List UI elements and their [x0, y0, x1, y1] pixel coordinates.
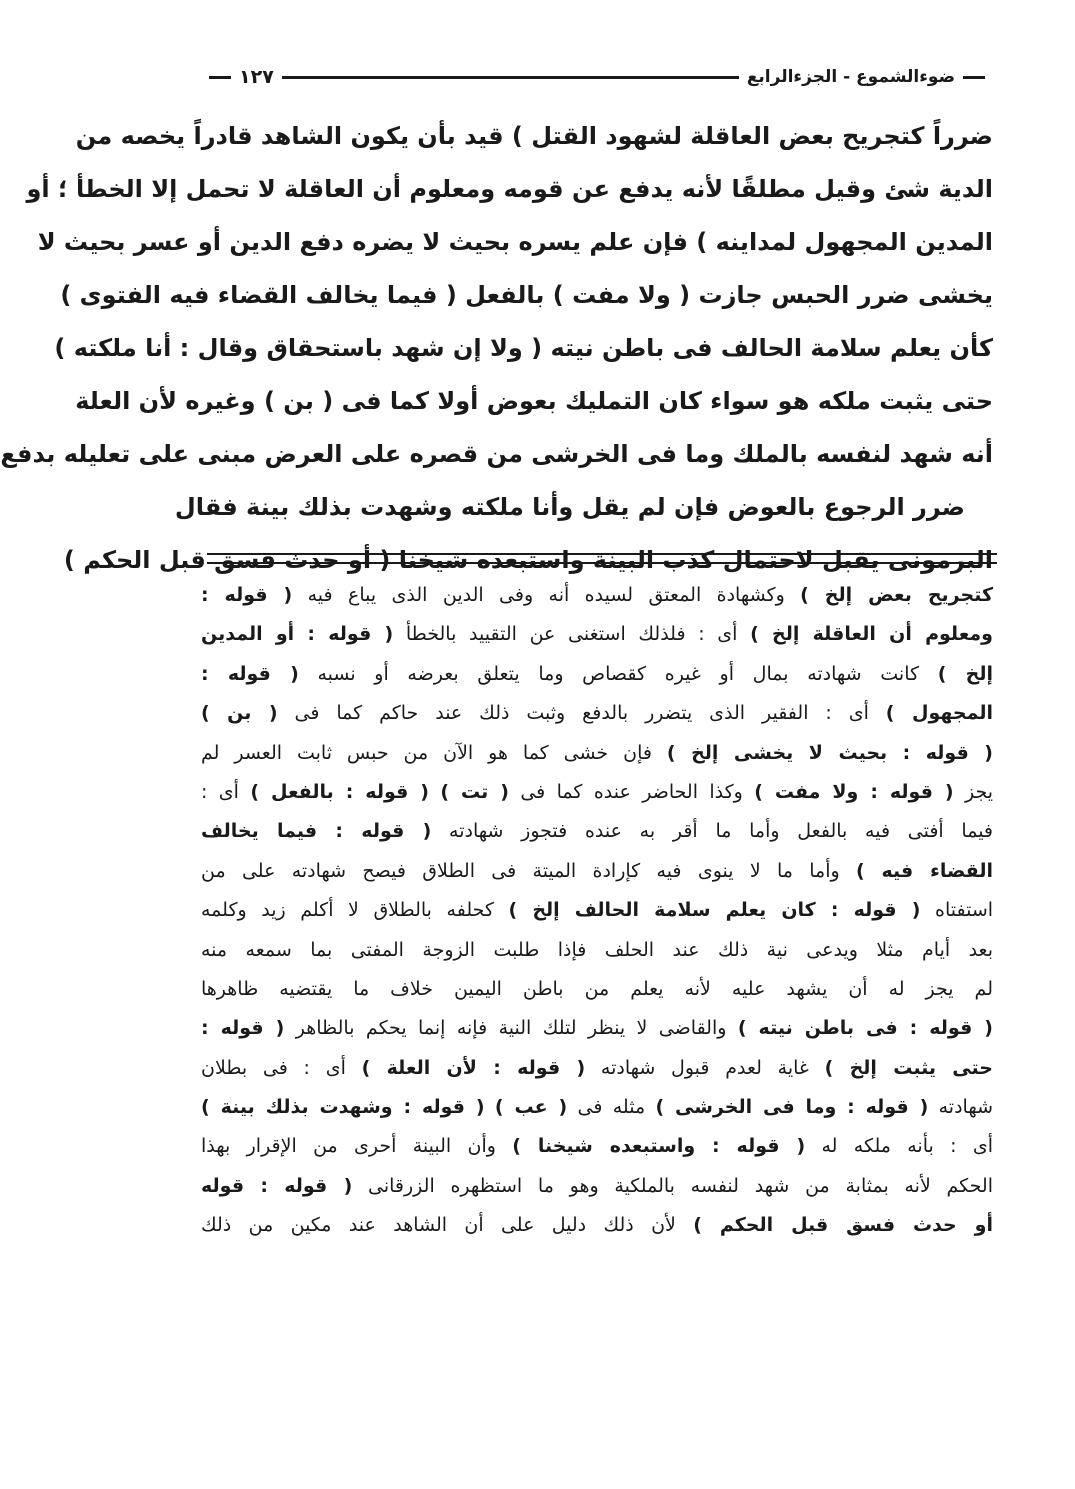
commentary-line — [201, 734, 993, 773]
commentary-lemma: ( قوله : فى باطن نيته ) — [737, 1017, 993, 1040]
commentary-text: بعد أيام مثلا ويدعى نية ذلك عند الحلف فإذا طلبت الزوجة المفتى بما سمعه منه — [201, 938, 993, 961]
main-text-line: ضرراً كتجريح بعض العاقلة لشهود القتل ) قيد بأن يكون الشاهد قادراً يخصه من — [75, 122, 993, 150]
commentary-line — [201, 1167, 993, 1206]
commentary-line — [201, 1009, 993, 1048]
commentary-lemma: كتجريح بعض إلخ ) — [800, 584, 993, 606]
commentary-lemma: المجهول ) — [885, 702, 993, 725]
commentary-text: الحكم لأنه بمثابة من شهد لنفسه بالملكية وهو ما استظهره الزرقانى — [352, 1174, 994, 1197]
commentary-lemma: ( قوله : — [201, 662, 299, 685]
commentary-text: مثله فى — [567, 1096, 656, 1119]
commentary-line — [201, 1088, 993, 1127]
commentary-text: أى : فى بطلان — [201, 1056, 362, 1079]
commentary-lemma: ( قوله : لأن العلة ) — [361, 1056, 586, 1079]
commentary-line — [201, 891, 993, 930]
commentary-line — [201, 773, 993, 812]
commentary-text: لأن ذلك دليل على أن الشاهد عند مكين من ذلك — [201, 1214, 694, 1237]
page-number: ١٢٧ — [239, 66, 274, 88]
commentary-lemma: ( قوله : وما فى الخرشى ) — [655, 1096, 929, 1119]
commentary-lemma: ( قوله : أو المدين — [201, 623, 394, 646]
commentary-lemma: ( عب ) — [494, 1096, 568, 1119]
header-dash-right — [963, 76, 985, 79]
main-text-block — [0, 110, 993, 587]
commentary-line — [201, 615, 993, 654]
commentary-lemma: ( قوله : فيما يخالف — [201, 820, 432, 843]
commentary-text: استفتاه — [920, 899, 994, 922]
commentary-lemma: حتى يثبت إلخ ) — [824, 1056, 993, 1079]
double-rule-separator — [207, 553, 997, 564]
commentary-text: وأن البينة أحرى من الإقرار بهذا — [201, 1135, 513, 1158]
commentary-lemma: ( قوله : كان يعلم سلامة الحالف إلخ ) — [508, 899, 921, 922]
main-text-line: حتى يثبت ملكه هو سواء كان التمليك بعوض أولا كما فى ( بن ) وغيره لأن العلة — [75, 387, 993, 415]
commentary-text: أى : الفقير الذى يتضرر بالدفع وثبت ذلك عند حاكم كما فى — [277, 702, 886, 725]
commentary-text: أى : بأنه ملكه له — [805, 1135, 993, 1158]
commentary-line — [201, 694, 993, 733]
commentary-line — [201, 1127, 993, 1166]
header-dash-left — [209, 76, 231, 79]
main-text-line: البرمونى يقبل لاحتمال كذب البينة واستبعده شيخنا ( أو حدث فسق قبل الحكم ) — [63, 546, 993, 574]
commentary-text — [429, 781, 440, 803]
main-text-line: أنه شهد لنفسه بالملك وما فى الخرشى من قصره على العرض مبنى على تعليله بدفع — [0, 440, 993, 468]
main-text-line: الدية شئ وقيل مطلقًا لأنه يدفع عن قومه ومعلوم أن العاقلة لا تحمل إلا الخطأ ؛ أو — [26, 175, 993, 203]
commentary-text — [485, 1096, 495, 1118]
commentary-line — [201, 1049, 993, 1088]
commentary-lemma: إلخ ) — [937, 662, 994, 685]
commentary-text: فإن خشى كما هو الآن من حبس ثابت العسر لم — [201, 741, 667, 764]
commentary-lemma: ( قوله : — [201, 584, 293, 606]
commentary-lemma: القضاء فيه ) — [855, 859, 993, 882]
commentary-line — [201, 852, 993, 891]
commentary-text: يجز — [953, 780, 993, 803]
commentary-text: أى : فلذلك استغنى عن التقييد بالخطأ — [393, 623, 751, 646]
commentary-line — [201, 576, 993, 615]
header-rule — [282, 76, 739, 79]
running-header — [209, 62, 985, 92]
main-text-line: المدين المجهول لمداينه ) فإن علم يسره بحيث لا يضره دفع الدين أو عسر بحيث لا — [37, 228, 993, 256]
commentary-text: كانت شهادته بمال أو غيره كقصاص وما يتعلق بعرضه أو نسبه — [298, 662, 938, 685]
commentary-text: أى : — [201, 780, 251, 803]
commentary-line — [201, 931, 993, 970]
commentary-line — [201, 655, 993, 694]
commentary-lemma: ( بن ) — [201, 702, 278, 725]
commentary-lemma: ( تت ) — [440, 780, 509, 803]
commentary-lemma: ( قوله : — [201, 1017, 285, 1040]
commentary-line — [201, 1206, 993, 1245]
commentary-line — [201, 812, 993, 851]
commentary-text: شهادته — [928, 1096, 993, 1119]
commentary-lemma: ( قوله : بالفعل ) — [250, 780, 429, 803]
commentary-text: والقاضى لا ينظر لتلك النية فإنه إنما يحكم بالظاهر — [284, 1017, 738, 1040]
main-text-line: ضرر الرجوع بالعوض فإن لم يقل وأنا ملكته وشهدت بذلك بينة فقال — [174, 493, 965, 521]
commentary-lemma: ( قوله : واستبعده شيخنا ) — [512, 1135, 806, 1158]
commentary-text: وكذا الحاضر عنده كما فى — [508, 780, 755, 803]
commentary-lemma: ومعلوم أن العاقلة إلخ ) — [750, 623, 993, 646]
commentary-text: كحلفه بالطلاق لا أكلم زيد وكلمه — [201, 899, 509, 922]
commentary-text: وأما ما لا ينوى فيه كإرادة الميتة فى الطلاق فيصح شهادته على من — [201, 859, 856, 882]
commentary-lemma: ( قوله : ولا مفت ) — [754, 780, 954, 803]
commentary-text: فيما أفتى فيه بالفعل وأما ما أقر به عنده فتجوز شهادته — [431, 820, 994, 843]
commentary-text: غاية لعدم قبول شهادته — [585, 1056, 825, 1079]
commentary-text: لم يجز له أن يشهد عليه لأنه يعلم من باطن اليمين خلاف ما يقتضيه ظاهرها — [201, 977, 993, 1000]
commentary-block — [201, 576, 993, 1246]
commentary-lemma: ( قوله : قوله — [201, 1174, 353, 1197]
commentary-line — [201, 970, 993, 1009]
running-title: ضوءالشموع - الجزءالرابع — [746, 67, 955, 87]
commentary-text: وكشهادة المعتق لسيده أنه وفى الدين الذى يباع فيه — [292, 584, 801, 606]
commentary-lemma: أو حدث فسق قبل الحكم ) — [693, 1214, 993, 1237]
main-text-line: كأن يعلم سلامة الحالف فى باطن نيته ( ولا إن شهد باستحقاق وقال : أنا ملكته ) — [54, 334, 993, 362]
commentary-lemma: ( قوله : وشهدت بذلك بينة ) — [201, 1096, 485, 1119]
commentary-lemma: ( قوله : بحيث لا يخشى إلخ ) — [666, 741, 993, 764]
main-text-line: يخشى ضرر الحبس جازت ( ولا مفت ) بالفعل ( فيما يخالف القضاء فيه الفتوى ) — [60, 281, 993, 309]
